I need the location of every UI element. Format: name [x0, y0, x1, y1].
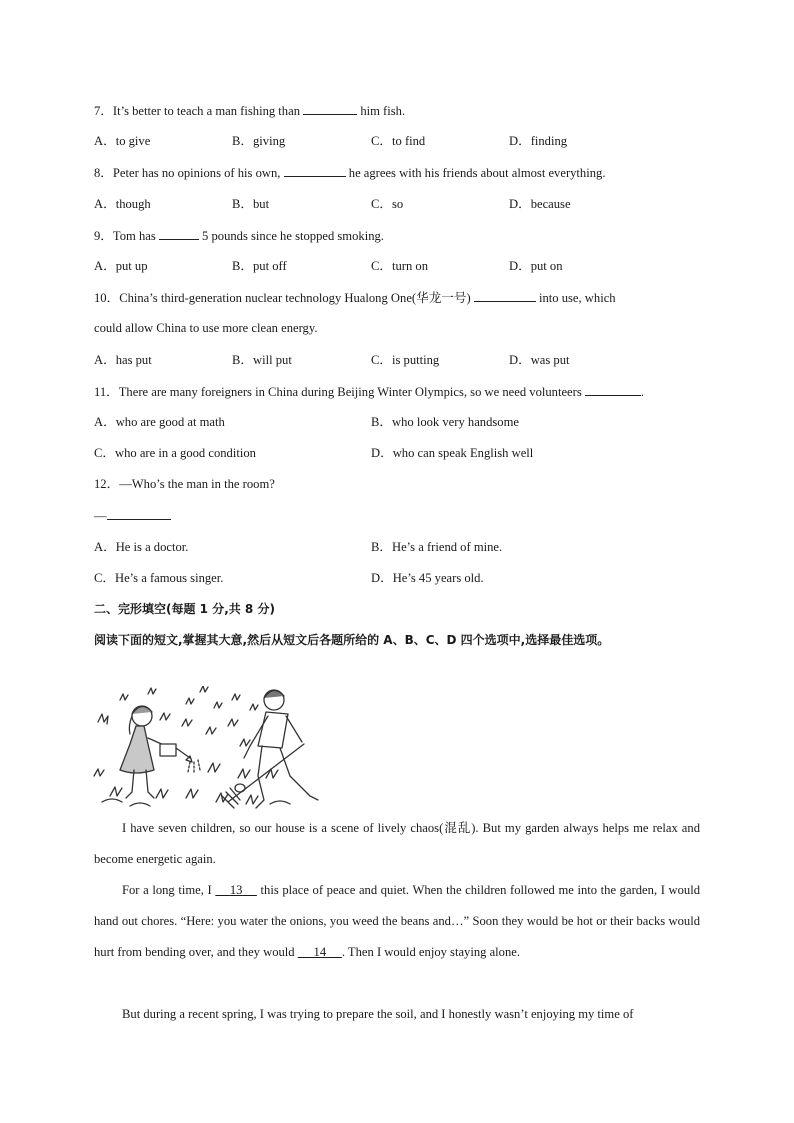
option-b: B．will put	[232, 353, 292, 367]
answer-blank	[474, 289, 536, 302]
question-10: 10．China’s third-generation nuclear technology Hualong One(华龙一号) into use, which	[94, 291, 616, 305]
option-a: A．He is a doctor.	[94, 540, 189, 554]
option-c: C．is putting	[371, 353, 440, 367]
option-d: D．put on	[509, 259, 563, 273]
answer-blank	[159, 227, 199, 240]
answer-blank	[284, 164, 346, 177]
question-7: 7．It’s better to teach a man fishing than him fish.	[94, 104, 406, 118]
question-8: 8．Peter has no opinions of his own, he agrees with his friends about almost everything.	[94, 166, 606, 180]
section-instruction: 阅读下面的短文,掌握其大意,然后从短文后各题所给的 A、B、C、D 四个选项中,选择最佳选项。	[94, 633, 610, 647]
option-c: C．who are in a good condition	[94, 446, 256, 460]
question-11: 11．There are many foreigners in China during Beijing Winter Olympics, so we need volunteers .	[94, 385, 645, 399]
option-d: D．because	[509, 197, 571, 211]
option-c: C．to find	[371, 134, 426, 148]
option-b: B．He’s a friend of mine.	[371, 540, 503, 554]
option-c: C．turn on	[371, 259, 429, 273]
option-d: D．finding	[509, 134, 568, 148]
option-d: D．was put	[509, 353, 570, 367]
option-a: A．to give	[94, 134, 151, 148]
answer-blank	[107, 507, 171, 520]
passage-paragraph-3: But during a recent spring, I was trying to prepare the soil, and I honestly wasn’t enjoying my time of	[122, 1007, 634, 1021]
passage-paragraph-2: For a long time, I 13 this place of peace and quiet. When the children followed me into the garden, I would hand out chores. “Here: you water the onions, you weed the beans and…” Soon they would be hot or their backs would hurt from bending over, and they would 14 . Then I would enjoy staying alone.	[94, 883, 701, 959]
boy-figure	[222, 690, 318, 808]
answer-line: —	[94, 507, 171, 524]
option-b: B．put off	[232, 259, 287, 273]
question-10-continuation: could allow China to use more clean energy.	[94, 321, 318, 335]
section-title: 二、完形填空(每题 1 分,共 8 分)	[94, 602, 275, 616]
option-d: D．He’s 45 years old.	[371, 571, 484, 585]
option-b: B．but	[232, 197, 270, 211]
blank-14: 14	[313, 945, 327, 959]
answer-blank	[585, 383, 641, 396]
blank-13: 13	[229, 883, 243, 897]
option-b: B．who look very handsome	[371, 415, 519, 429]
option-c: C．so	[371, 197, 404, 211]
option-a: A．though	[94, 197, 151, 211]
question-12: 12．—Who’s the man in the room?	[94, 477, 275, 491]
option-b: B．giving	[232, 134, 286, 148]
option-c: C．He’s a famous singer.	[94, 571, 224, 585]
passage-paragraph-1: I have seven children, so our house is a scene of lively chaos(混乱). But my garden always helps me relax and become energetic again.	[94, 821, 700, 866]
option-d: D．who can speak English well	[371, 446, 534, 460]
answer-blank	[303, 102, 357, 115]
question-9: 9．Tom has 5 pounds since he stopped smoking.	[94, 229, 384, 243]
option-a: A．has put	[94, 353, 152, 367]
option-a: A．put up	[94, 259, 148, 273]
option-a: A．who are good at math	[94, 415, 225, 429]
gardening-children-illustration	[90, 686, 324, 814]
